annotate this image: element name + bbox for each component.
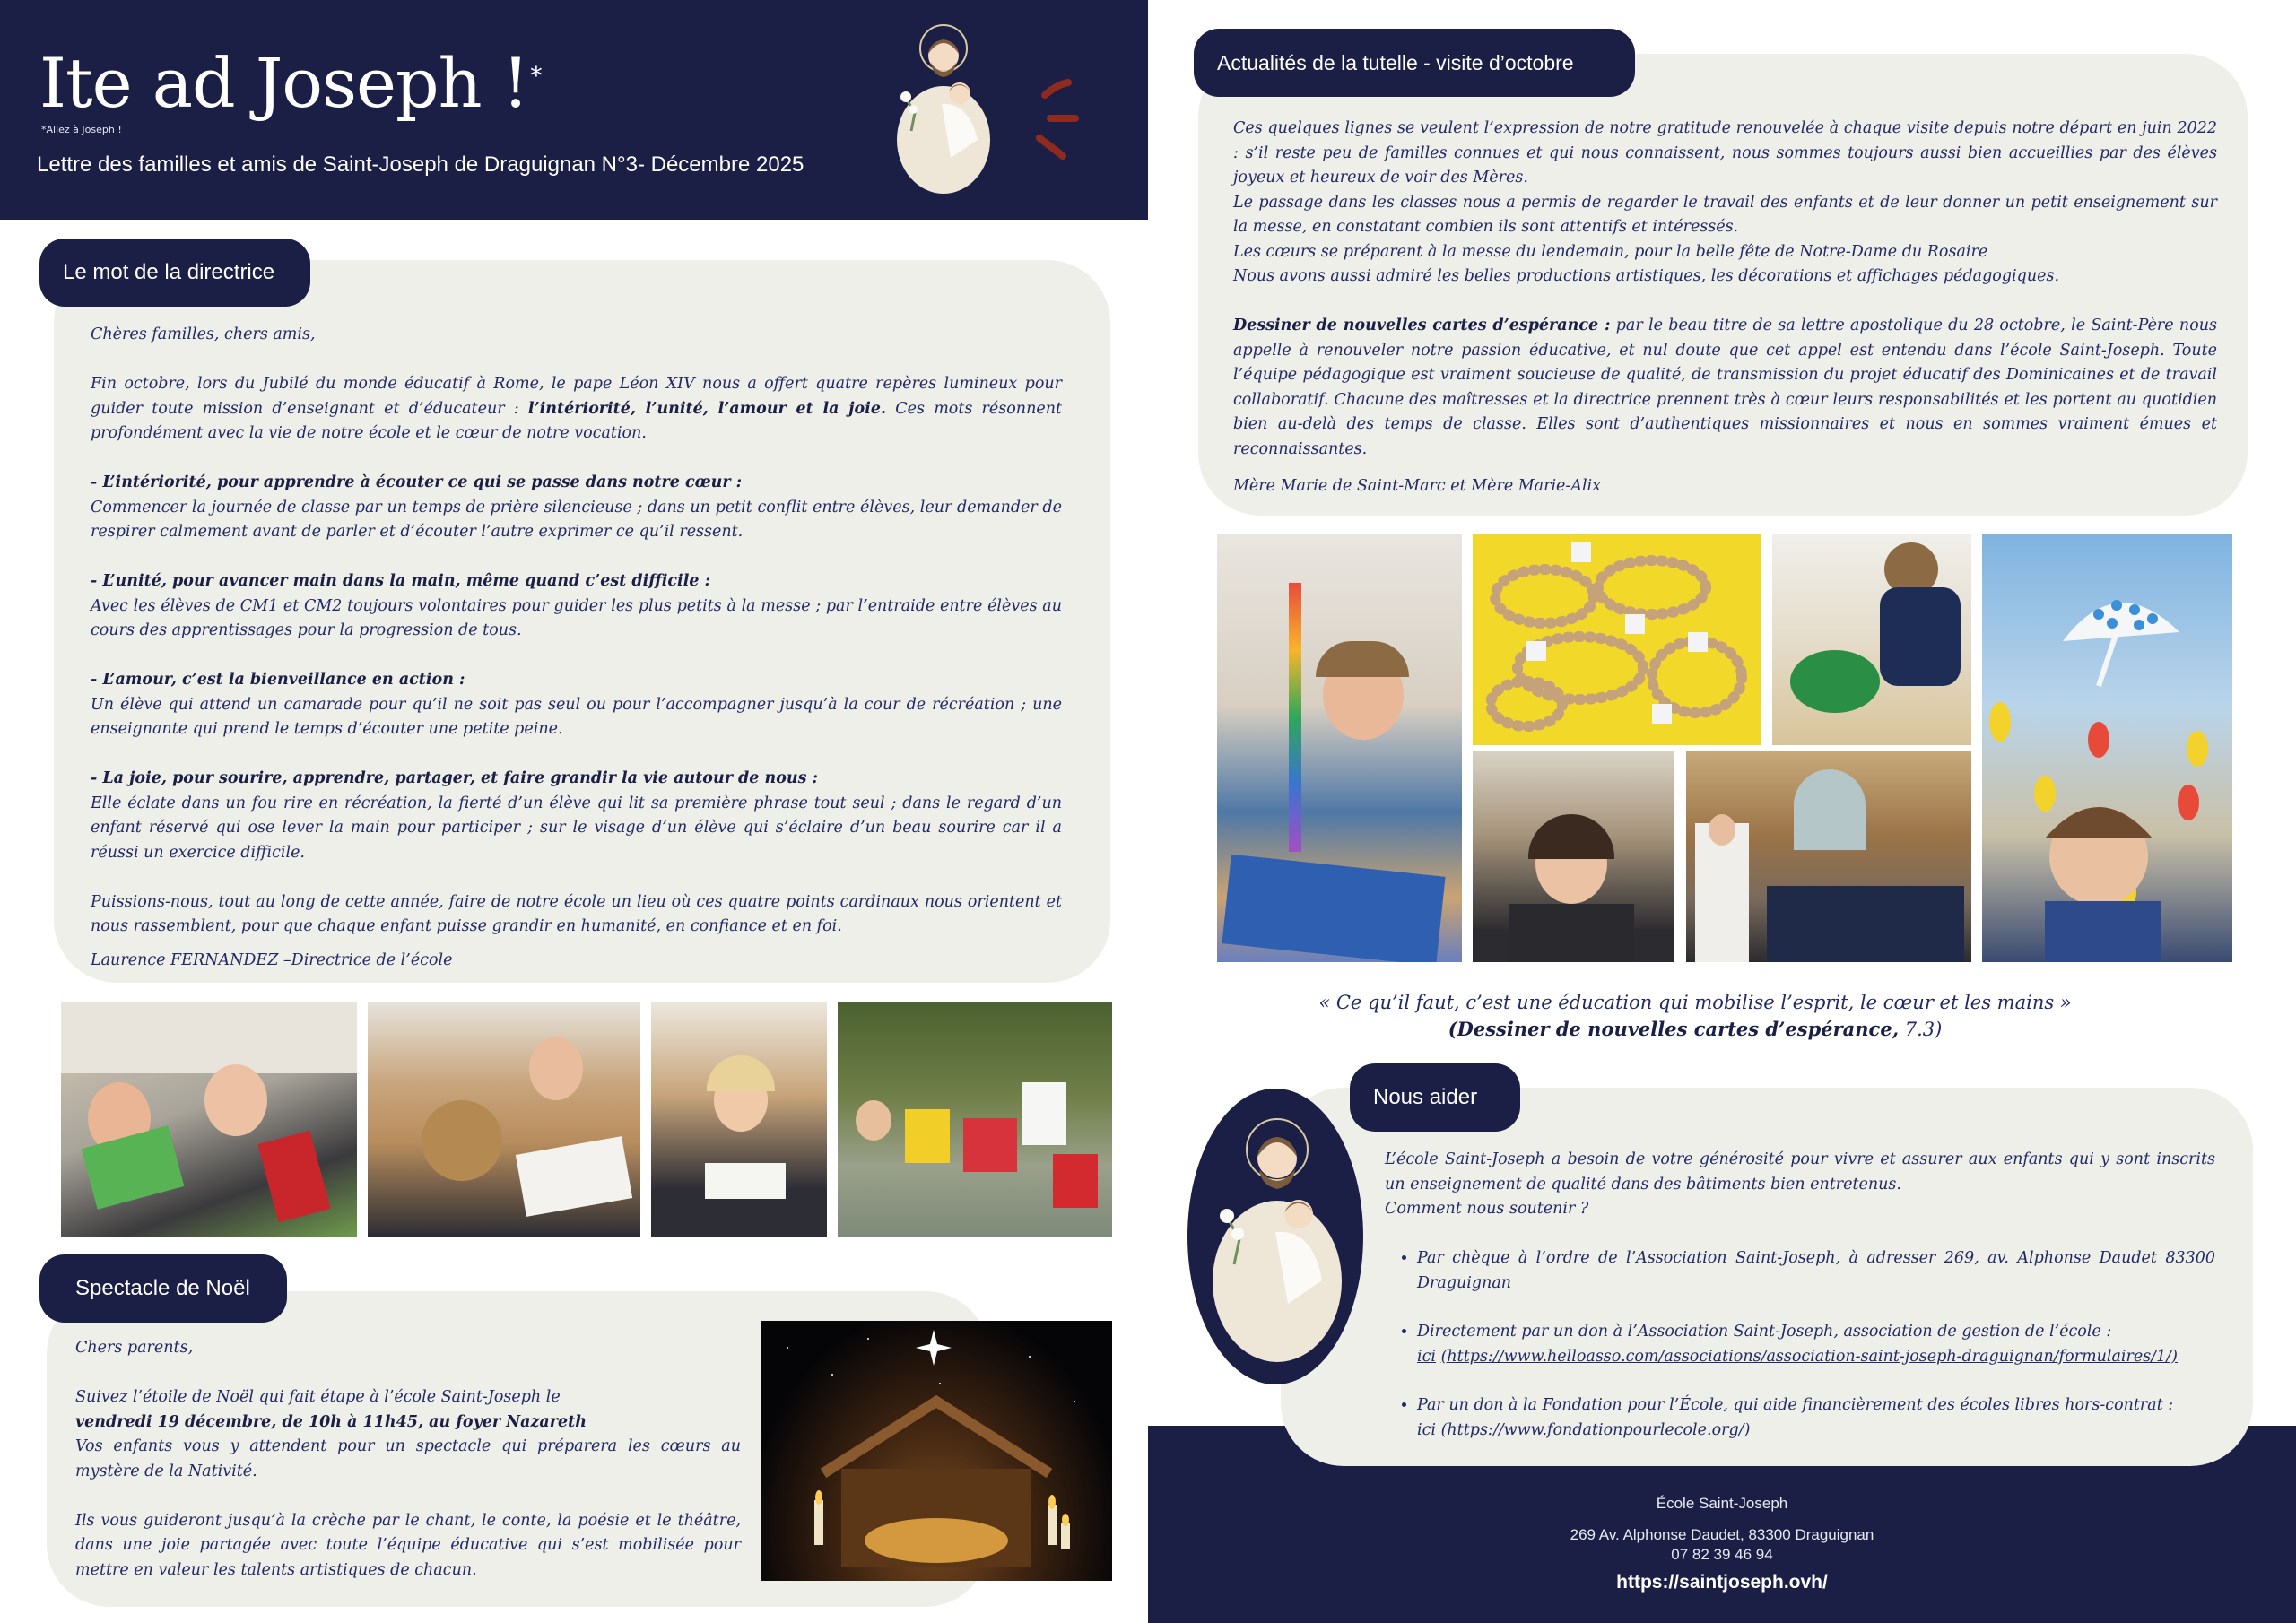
- noel-date: vendredi 19 décembre, de 10h à 11h45, au foyer Nazareth: [75, 1412, 587, 1431]
- tutelle-p3: Les cœurs se préparent à la messe du lendemain, pour la belle fête de Notre-Dame du Rosaire: [1233, 242, 1988, 261]
- helloasso-ici-link[interactable]: ici: [1417, 1347, 1436, 1366]
- quote-source: (Dessiner de nouvelles cartes d’espérance, 7.3): [1448, 1018, 1943, 1040]
- directrice-salutation: Chères familles, chers amis,: [91, 325, 316, 343]
- directrice-intro: Fin octobre, lors du Jubilé du monde éducatif à Rome, le pape Léon XIV nous a offert quatre repères lumineux pour guider toute mission d’enseignant et d’éducateur : l’intériorité, l’unité, l’amour et la joie. Ces mots résonnent profondément avec la vie de notre école et le cœur de notre vocation.: [91, 375, 1062, 442]
- tutelle-p5: Dessiner de nouvelles cartes d’espérance : par le beau titre de sa lettre apostolique du 28 octobre, le Saint-Père nous appelle à renouveler notre passion éducative, et nul doute que cet appel est entendu dans l’école Saint-Joseph. Toute l’équipe pédagogique est vraiment soucieuse de qualité, de transmission du projet éducatif des Dominicaines et de travail collaboratif. Chacune des maîtresses et la directrice prennent très à cœur leurs responsabilités et les portent au quotidien bien au-delà des temps de classe. Elles sont d’authentiques missionnaires et nous en sommes vraiment émues et reconnaissantes.: [1233, 317, 2217, 458]
- fondation-ici-link[interactable]: ici: [1417, 1420, 1436, 1439]
- amour-title: - L’amour, c’est la bienveillance en action :: [91, 671, 465, 689]
- donation-methods-list: [1385, 1246, 2215, 1443]
- newsletter-subtitle: Lettre des familles et amis de Saint-Joseph de Draguignan N°3- Décembre 2025: [37, 152, 804, 177]
- aider-text: [1385, 1148, 2215, 1467]
- tutelle-p2: Le passage dans les classes nous a permis de regarder le travail des enfants et de leur donner un petit enseignement sur la messe, en constatant combien ils sont attentifs et intéressés.: [1233, 193, 2217, 236]
- aider-heading: Nous aider: [1350, 1063, 1520, 1132]
- tutelle-p1: Ces quelques lignes se veulent l’expression de notre gratitude renouvelée à chaque visite depuis notre départ en juin 2022 : s’il reste peu de familles connues et qui nous connaissent, nous sommes toujours aussi bien accueillies par des élèves joyeux et heureux de voir des Mères.: [1233, 119, 2217, 187]
- joseph-medallion: [1187, 1089, 1363, 1384]
- quote-text: « Ce qu’il faut, c’est une éducation qui mobilise l’esprit, le cœur et les mains »: [1318, 992, 2072, 1013]
- directrice-letter: [91, 323, 1062, 973]
- photo-girl-classroom: [1473, 751, 1674, 962]
- rosaries-drawing: [1473, 534, 1761, 745]
- directrice-closing: Puissions-nous, tout au long de cette année, faire de notre école un lieu où ces quatre points cardinaux nous orientent et nous rassemblent, pour que chaque enfant puisse grandir en humanité, en confiance et en foi.: [91, 892, 1062, 935]
- newsletter-header: [0, 0, 1148, 220]
- photo-mass-chapel: [1686, 751, 1971, 962]
- noel-line3: Ils vous guideront jusqu’à la crèche par le chant, le conte, la poésie et le théâtre, dans une joie partagée avec toute l’équipe éducative qui s’est mobilisée pour mettre en valeur les talents artistiques de chacun.: [75, 1511, 741, 1579]
- donation-cheque: • Par chèque à l’ordre de l’Association Saint-Joseph, à adresser 269, av. Alphonse Daudet 83300 Draguignan: [1417, 1246, 2215, 1296]
- tutelle-signature: Mère Marie de Saint-Marc et Mère Marie-Alix: [1233, 477, 1602, 495]
- noel-text: [75, 1336, 741, 1583]
- fondation-url-link[interactable]: (https://www.fondationpourlecole.org/): [1440, 1420, 1751, 1439]
- photo-students-writing: [368, 1002, 640, 1237]
- directrice-heading: Le mot de la directrice: [39, 239, 310, 307]
- donation-fondation: • Par un don à la Fondation pour l’École, qui aide financièrement des écoles libres hors-contrat : ici (https://www.fondationpourlecole.org/): [1417, 1393, 2215, 1443]
- nativity-drawing: [761, 1321, 1112, 1581]
- interiorite-text: Commencer la journée de classe par un temps de prière silencieuse ; dans un petit conflit entre élèves, leur demander de respirer calmement avant de parler et d’écouter l’autre exprimer ce qu’il ressent.: [91, 498, 1062, 541]
- tutelle-text: [1233, 117, 2217, 499]
- photo-rosaries: [1473, 534, 1761, 745]
- noel-line2: Vos enfants vous y attendent pour un spectacle qui préparera les cœurs au mystère de la Nativité.: [75, 1437, 741, 1480]
- photo-children-outdoors: [838, 1002, 1112, 1237]
- footer-address: 269 Av. Alphonse Daudet, 83300 Draguignan: [1570, 1526, 1874, 1543]
- joie-text: Elle éclate dans un fou rire en récréation, la fierté d’un élève qui lit sa première phrase tout seul ; dans le regard d’un enfant réservé qui ose lever la main pour participer ; sur le visage d’un élève qui s’éclaire d’un beau sourire car il a réussi un exercice difficile.: [91, 794, 1062, 862]
- footer-phone: 07 82 39 46 94: [1671, 1546, 1773, 1563]
- aider-intro: L’école Saint-Joseph a besoin de votre générosité pour vivre et assurer aux enfants qui y sont inscrits un enseignement de qualité dans des bâtiments bien entretenus.: [1385, 1150, 2215, 1193]
- footer-school-name: École Saint-Joseph: [1656, 1495, 1788, 1512]
- unite-text: Avec les élèves de CM1 et CM2 toujours volontaires pour guider les plus petits à la messe ; par l’entraide entre élèves au cours des apprentissages pour la progression de tous.: [91, 596, 1062, 639]
- tutelle-p4: Nous avons aussi admiré les belles productions artistiques, les décorations et affichages pédagogiques.: [1233, 267, 2060, 285]
- interiorite-title: - L’intériorité, pour apprendre à écouter ce qui se passe dans notre cœur :: [91, 473, 743, 491]
- footer-website-link[interactable]: https://saintjoseph.ovh/: [1616, 1572, 1828, 1593]
- window-art-drawing: [1982, 534, 2232, 962]
- saint-joseph-medallion-icon: [1187, 1089, 1363, 1384]
- photo-girl-crafting: [1772, 534, 1971, 745]
- directrice-signature: Laurence FERNANDEZ –Directrice de l’école: [91, 950, 453, 969]
- noel-heading: Spectacle de Noël: [39, 1254, 287, 1323]
- photo-student-smiling: [651, 1002, 827, 1237]
- encyclical-quote: [1202, 989, 2188, 1043]
- amour-text: Un élève qui attend un camarade pour qu’il ne soit pas seul ou pour l’accompagner jusqu’à la cour de récréation ; une enseignante qui prend le temps d’écouter une petite peine.: [91, 695, 1062, 738]
- newsletter-title: Ite ad Joseph !*: [39, 43, 542, 123]
- tutelle-heading: Actualités de la tutelle - visite d’octobre: [1194, 29, 1635, 97]
- photo-girl-window-art: [1982, 534, 2232, 962]
- photo-boy-building-game: [1217, 534, 1462, 962]
- aider-question: Comment nous soutenir ?: [1385, 1200, 1589, 1218]
- helloasso-url-link[interactable]: (https://www.helloasso.com/associations/association-saint-joseph-draguignan/formulaires/1/): [1440, 1347, 2178, 1366]
- photo-nativity-scene: [761, 1321, 1112, 1581]
- noel-line1: Suivez l’étoile de Noël qui fait étape à l’école Saint-Joseph le: [75, 1388, 561, 1406]
- title-footnote: *Allez à Joseph !: [41, 124, 122, 135]
- saint-joseph-illustration: [888, 23, 1004, 194]
- unite-title: - L’unité, pour avancer main dans la main, même quand c’est difficile :: [91, 572, 711, 590]
- joie-title: - La joie, pour sourire, apprendre, partager, et faire grandir la vie autour de nous :: [91, 769, 818, 787]
- photo-students-reading: [61, 1002, 357, 1237]
- donation-helloasso: • Directement par un don à l’Association Saint-Joseph, association de gestion de l’école : ici (https://www.helloasso.com/associations/association-saint-joseph-draguignan/formulaires/1/): [1417, 1320, 2215, 1369]
- decorative-strokes-icon: [1036, 79, 1081, 160]
- noel-salutation: Chers parents,: [75, 1339, 194, 1357]
